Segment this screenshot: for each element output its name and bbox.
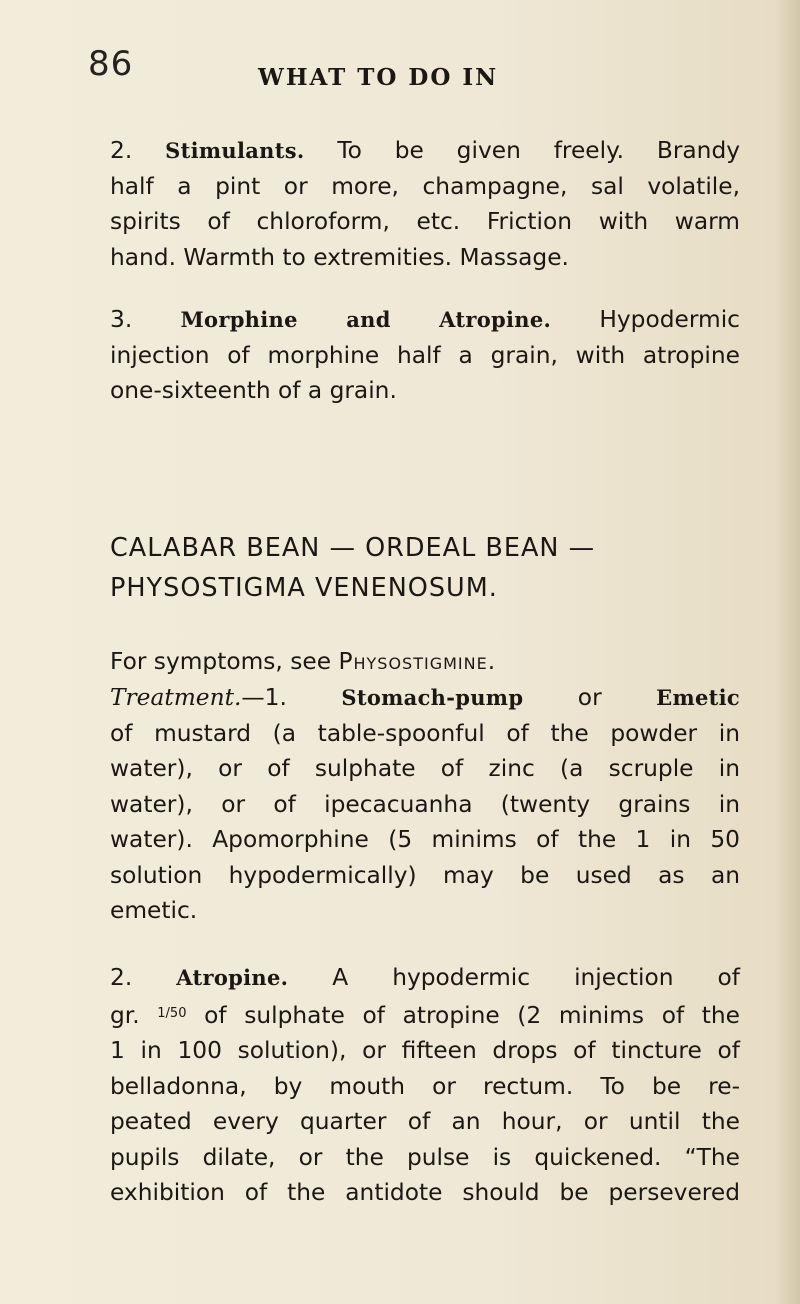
- text-line: exhibition of the antidote should be persevered: [110, 1179, 740, 1206]
- text-span: of sulphate of atropine (2 minims of the: [204, 1001, 741, 1029]
- text-span: For symptoms, see: [110, 648, 339, 675]
- text-line: belladonna, by mouth or rectum. To be re-: [110, 1072, 740, 1100]
- text-line: 1 in 100 solution), or fifteen drops of tincture of: [110, 1037, 740, 1064]
- text-line: peated every quarter of an hour, or until the: [110, 1108, 740, 1135]
- paragraph-treatment-atropine: [110, 960, 740, 1211]
- text-line: [110, 960, 740, 996]
- item-number: 1.: [264, 684, 287, 711]
- paragraph-morphine-atropine: [110, 302, 740, 409]
- text-span: A hypodermic injection of: [332, 964, 741, 991]
- item-lead: Stomach-pump: [341, 685, 524, 710]
- paragraph-stimulants: [110, 133, 740, 275]
- dash: —: [241, 684, 265, 711]
- page-number: 86: [88, 44, 134, 84]
- text-line: injection of morphine half a grain, with atropine: [110, 341, 740, 369]
- text-line: [110, 996, 740, 1034]
- symptoms-reference: [110, 644, 740, 680]
- item-lead: Morphine and Atropine.: [180, 307, 552, 332]
- item-number: 2.: [110, 964, 133, 991]
- text-line: water), or of sulphate of zinc (a scruple in: [110, 755, 740, 782]
- text-line: water), or of ipecacuanha (twenty grains in: [110, 790, 740, 818]
- text-line: [110, 644, 740, 680]
- cross-reference: Physostigmine.: [338, 648, 497, 675]
- page-header: [0, 44, 800, 94]
- text-line: emetic.: [110, 897, 198, 924]
- text-line: water). Apomorphine (5 minims of the 1 in 50: [110, 826, 740, 853]
- section-heading: [110, 528, 740, 608]
- item-number: 2.: [110, 137, 133, 164]
- fraction: 1/50: [157, 1005, 187, 1021]
- treatment-label: Treatment.: [110, 684, 242, 711]
- heading-line: PHYSOSTIGMA VENENOSUM.: [110, 573, 498, 603]
- text-line: of mustard (a table-spoonful of the powder in: [110, 719, 740, 747]
- item-lead: Atropine.: [176, 965, 289, 990]
- text-line: spirits of chloroform, etc. Friction with warm: [110, 208, 740, 235]
- text-line: hand. Warmth to extremities. Massage.: [110, 243, 569, 271]
- text-span: To be given freely. Brandy: [337, 137, 741, 164]
- text-span: Hypodermic: [599, 306, 740, 333]
- text-line: half a pint or more, champagne, sal volatile,: [110, 172, 740, 200]
- item-lead: Emetic: [656, 685, 740, 710]
- item-number: 3.: [110, 306, 133, 333]
- paragraph-treatment-emetic: [110, 680, 740, 929]
- heading-line: CALABAR BEAN — ORDEAL BEAN —: [110, 533, 596, 563]
- text-line: pupils dilate, or the pulse is quickened. “The: [110, 1143, 740, 1171]
- text-line: [110, 680, 740, 716]
- text-line: one-sixteenth of a grain.: [110, 377, 397, 404]
- text-span: gr.: [110, 1001, 140, 1029]
- item-lead: Stimulants.: [165, 138, 305, 163]
- text-line: solution hypodermically) may be used as an: [110, 861, 740, 889]
- text-line: [110, 133, 740, 169]
- running-head: WHAT TO DO IN: [258, 64, 499, 91]
- page-edge-shadow: [774, 0, 800, 1304]
- text-span: or: [523, 684, 657, 711]
- text-line: [110, 302, 740, 338]
